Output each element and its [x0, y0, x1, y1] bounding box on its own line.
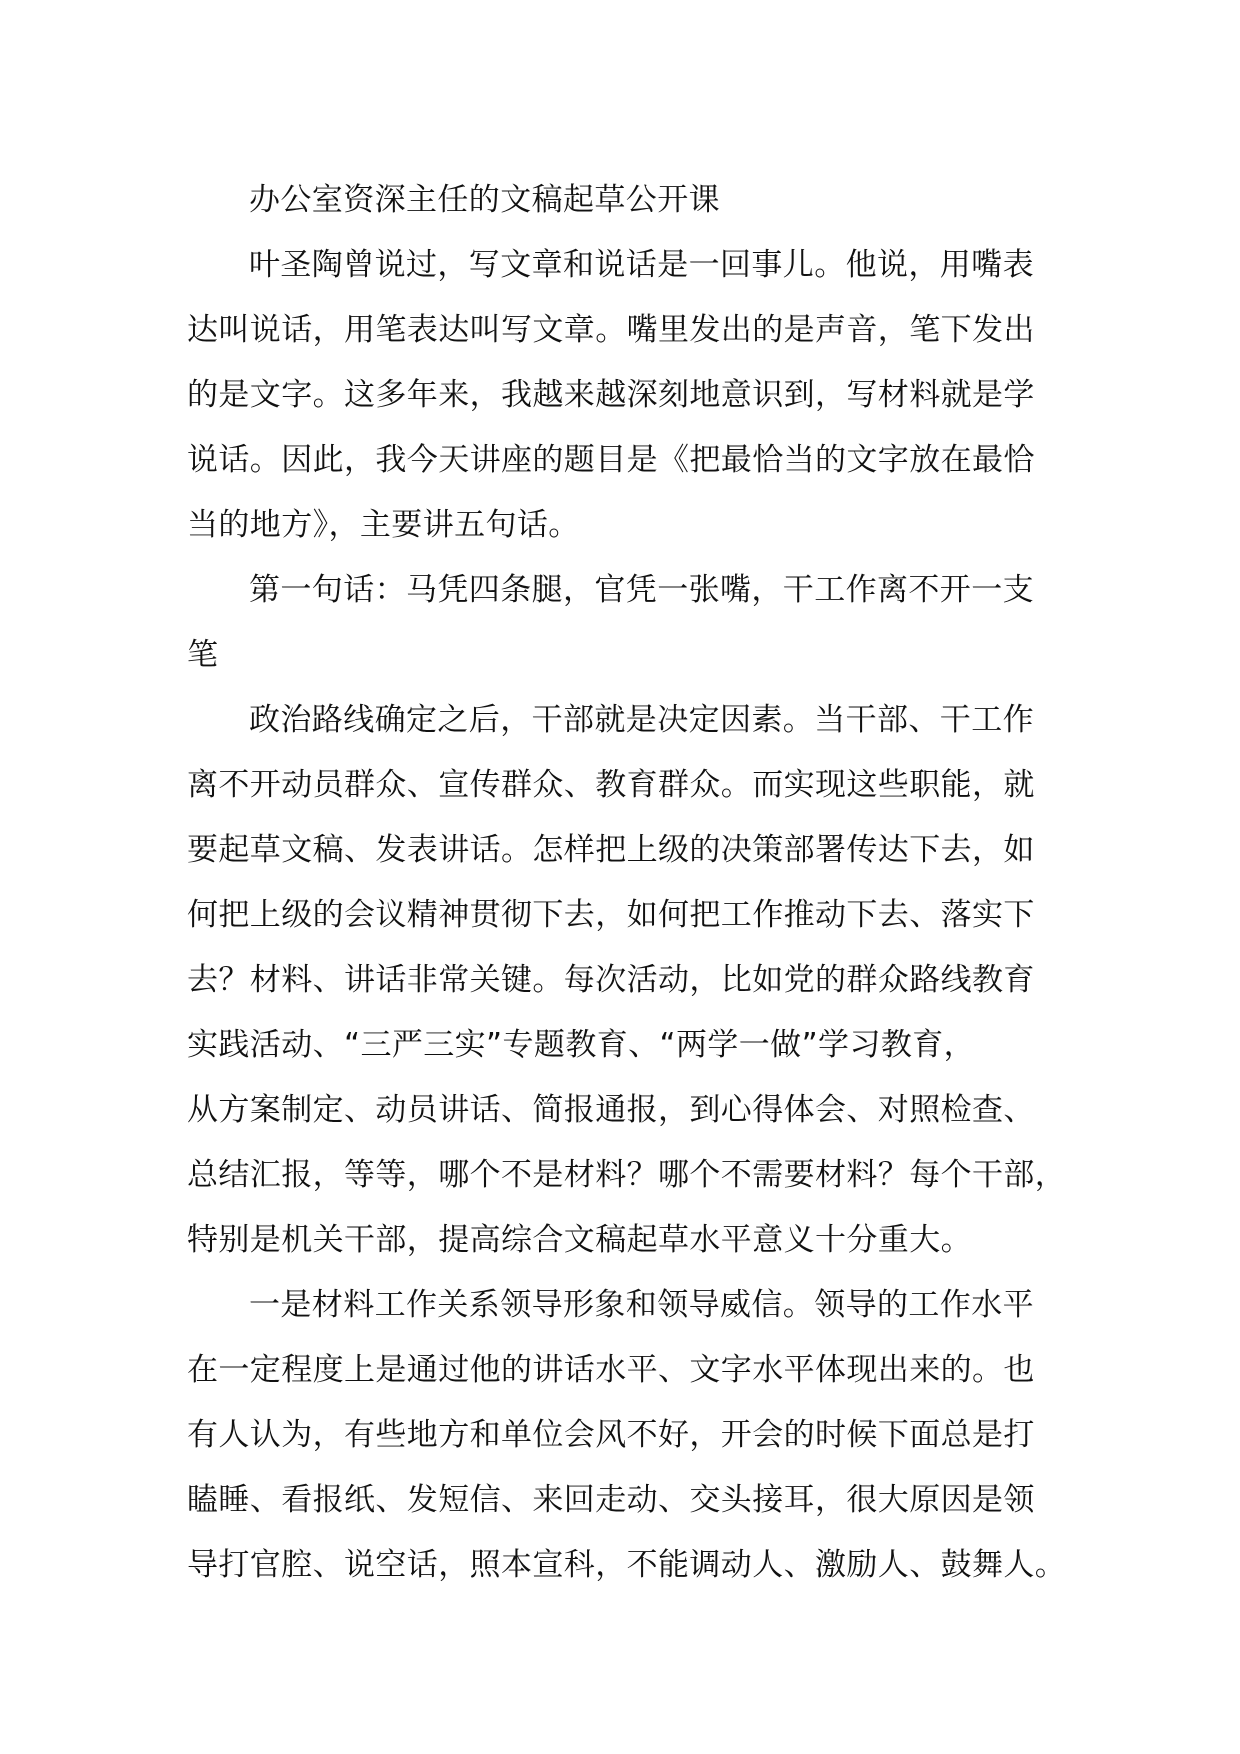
- paragraph-line: 实践活动、“三严三实”专题教育、“两学一做”学习教育，: [187, 1027, 976, 1063]
- paragraph-line: 一是材料工作关系领导形象和领导威信。领导的工作水平: [249, 1287, 1034, 1323]
- heading-line: 第一句话：马凭四条腿，官凭一张嘴，干工作离不开一支: [249, 572, 1034, 608]
- paragraph-line: 导打官腔、说空话，照本宣科，不能调动人、激励人、鼓舞人。: [187, 1547, 1067, 1583]
- paragraph-line: 何把上级的会议精神贯彻下去，如何把工作推动下去、落实下: [187, 897, 1035, 933]
- paragraph-line: 总结汇报，等等，哪个不是材料？哪个不需要材料？每个干部，: [187, 1157, 1067, 1193]
- paragraph-2: [187, 688, 1087, 1273]
- document-body: [187, 168, 1087, 1598]
- paragraph-line: 特别是机关干部，提高综合文稿起草水平意义十分重大。: [187, 1222, 972, 1258]
- paragraph-line: 要起草文稿、发表讲话。怎样把上级的决策部署传达下去，如: [187, 832, 1035, 868]
- heading-line: 笔: [187, 637, 219, 673]
- paragraph-line: 瞌睡、看报纸、发短信、来回走动、交头接耳，很大原因是领: [187, 1482, 1035, 1518]
- paragraph-line: 说话。因此，我今天讲座的题目是《把最恰当的文字放在最恰: [187, 442, 1035, 478]
- paragraph-line: 政治路线确定之后，干部就是决定因素。当干部、干工作: [249, 702, 1034, 738]
- paragraph-3: [187, 1273, 1087, 1598]
- paragraph-line: 达叫说话，用笔表达叫写文章。嘴里发出的是声音，笔下发出: [187, 312, 1035, 348]
- paragraph-line: 离不开动员群众、宣传群众、教育群众。而实现这些职能，就: [187, 767, 1035, 803]
- paragraph-1: [187, 233, 1087, 558]
- paragraph-line: 去？材料、讲话非常关键。每次活动，比如党的群众路线教育: [187, 962, 1035, 998]
- paragraph-line: 在一定程度上是通过他的讲话水平、文字水平体现出来的。也: [187, 1352, 1035, 1388]
- section-heading-1: [187, 558, 1087, 688]
- paragraph-line: 从方案制定、动员讲话、简报通报，到心得体会、对照检查、: [187, 1092, 1035, 1128]
- paragraph-line: 的是文字。这多年来，我越来越深刻地意识到，写材料就是学: [187, 377, 1035, 413]
- paragraph-line: 有人认为，有些地方和单位会风不好，开会的时候下面总是打: [187, 1417, 1035, 1453]
- paragraph-line: 叶圣陶曾说过，写文章和说话是一回事儿。他说，用嘴表: [249, 247, 1034, 283]
- paragraph-line: 当的地方》，主要讲五句话。: [187, 507, 580, 543]
- document-title: 办公室资深主任的文稿起草公开课: [249, 182, 720, 218]
